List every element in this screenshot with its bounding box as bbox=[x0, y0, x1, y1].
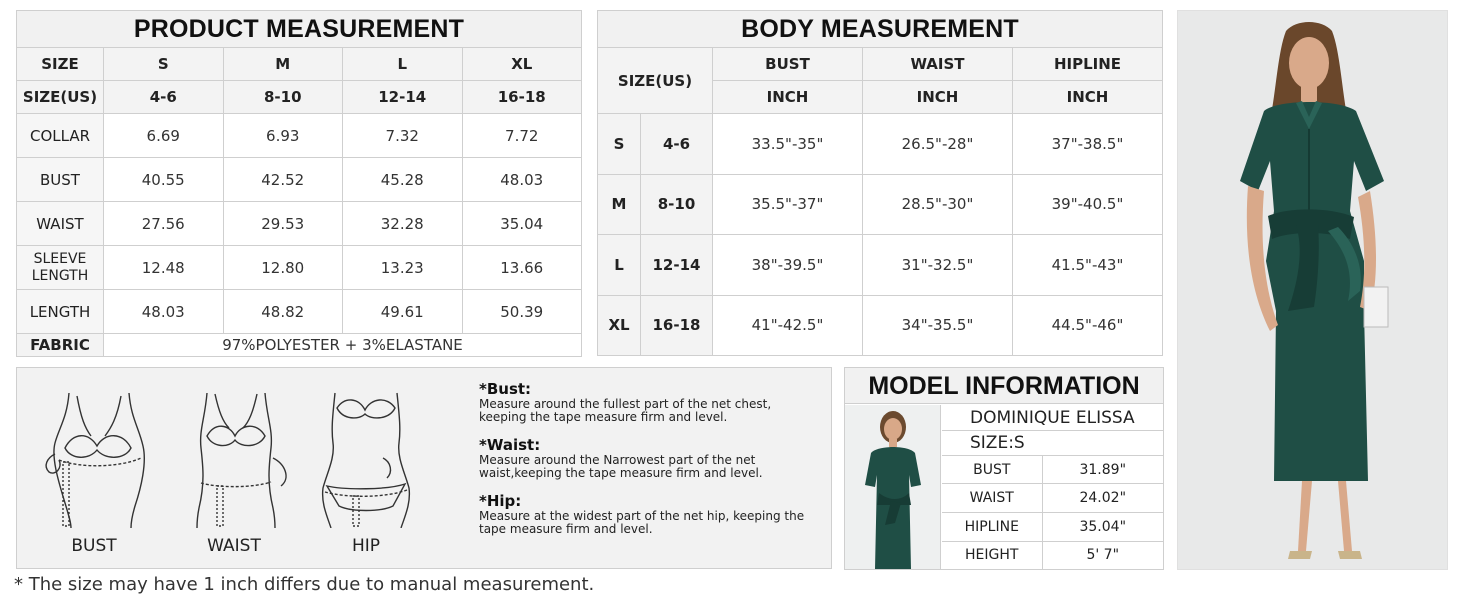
model-information bbox=[844, 367, 1164, 570]
tip-text: Measure at the widest part of the net hip, keeping the tape measure firm and level. bbox=[479, 509, 805, 536]
bust-measure-illustration bbox=[29, 388, 159, 528]
us-size-m: 8-10 bbox=[223, 81, 343, 114]
fabric-value: 97%POLYESTER + 3%ELASTANE bbox=[104, 334, 582, 357]
stat-label: WAIST bbox=[942, 484, 1042, 513]
unit-label: INCH bbox=[713, 81, 863, 114]
hip-label: HIP bbox=[351, 536, 381, 556]
us-size-l: 12-14 bbox=[343, 81, 463, 114]
row-label: WAIST bbox=[17, 202, 104, 246]
waist-label: WAIST bbox=[207, 536, 261, 556]
us-size-label: SIZE(US) bbox=[17, 81, 104, 114]
row-label: BUST bbox=[17, 158, 104, 202]
body-size-us-label: SIZE(US) bbox=[598, 48, 713, 114]
body-header-bust: BUST bbox=[713, 48, 863, 81]
unit-label: INCH bbox=[863, 81, 1013, 114]
body-measurement-table bbox=[597, 10, 1163, 356]
table-row bbox=[942, 512, 1163, 541]
table-cell: 7.32 bbox=[343, 114, 463, 158]
model-stats-table bbox=[942, 456, 1163, 569]
table-row bbox=[942, 484, 1163, 513]
table-cell: 45.28 bbox=[343, 158, 463, 202]
row-label: SLEEVE LENGTH bbox=[17, 246, 104, 290]
table-row bbox=[598, 174, 1163, 235]
size-letter: XL bbox=[598, 295, 641, 356]
tip-waist bbox=[479, 436, 819, 480]
table-cell: 27.56 bbox=[104, 202, 224, 246]
table-cell: 37"-38.5" bbox=[1013, 114, 1163, 175]
bust-label: BUST bbox=[71, 536, 117, 556]
table-cell: 33.5"-35" bbox=[713, 114, 863, 175]
model-thumbnail bbox=[845, 405, 941, 569]
table-cell: 12.48 bbox=[104, 246, 224, 290]
table-cell: 13.66 bbox=[462, 246, 582, 290]
body-header-waist: WAIST bbox=[863, 48, 1013, 81]
tip-title: *Hip: bbox=[479, 492, 522, 510]
unit-label: INCH bbox=[1013, 81, 1163, 114]
table-cell: 42.52 bbox=[223, 158, 343, 202]
size-us: 12-14 bbox=[641, 235, 713, 296]
table-cell: 49.61 bbox=[343, 290, 463, 334]
measuring-guide bbox=[16, 367, 832, 569]
us-size-s: 4-6 bbox=[104, 81, 224, 114]
size-letter: S bbox=[598, 114, 641, 175]
body-header-hipline: HIPLINE bbox=[1013, 48, 1163, 81]
table-row bbox=[17, 246, 582, 290]
product-title: PRODUCT MEASUREMENT bbox=[17, 11, 582, 48]
stat-label: HEIGHT bbox=[942, 541, 1042, 569]
size-us: 4-6 bbox=[641, 114, 713, 175]
product-photo bbox=[1177, 10, 1448, 570]
table-row bbox=[942, 456, 1163, 484]
fabric-label: FABRIC bbox=[17, 334, 104, 357]
table-cell: 32.28 bbox=[343, 202, 463, 246]
table-row bbox=[17, 202, 582, 246]
header-size: SIZE bbox=[17, 48, 104, 81]
table-cell: 50.39 bbox=[462, 290, 582, 334]
table-cell: 44.5"-46" bbox=[1013, 295, 1163, 356]
body-title: BODY MEASUREMENT bbox=[598, 11, 1163, 48]
stat-value: 5' 7" bbox=[1042, 541, 1163, 569]
header-m: M bbox=[223, 48, 343, 81]
tip-title: *Waist: bbox=[479, 436, 541, 454]
table-cell: 35.5"-37" bbox=[713, 174, 863, 235]
size-us: 8-10 bbox=[641, 174, 713, 235]
table-cell: 12.80 bbox=[223, 246, 343, 290]
model-size: SIZE:S bbox=[942, 431, 1163, 456]
header-s: S bbox=[104, 48, 224, 81]
header-xl: XL bbox=[462, 48, 582, 81]
header-l: L bbox=[343, 48, 463, 81]
table-row bbox=[598, 295, 1163, 356]
stat-value: 24.02" bbox=[1042, 484, 1163, 513]
table-cell: 41"-42.5" bbox=[713, 295, 863, 356]
product-measurement-table bbox=[16, 10, 582, 356]
model-title: MODEL INFORMATION bbox=[845, 368, 1163, 404]
us-size-xl: 16-18 bbox=[462, 81, 582, 114]
waist-measure-illustration bbox=[169, 388, 299, 528]
table-cell: 6.93 bbox=[223, 114, 343, 158]
table-cell: 35.04 bbox=[462, 202, 582, 246]
table-cell: 39"-40.5" bbox=[1013, 174, 1163, 235]
tip-bust bbox=[479, 380, 819, 424]
table-row bbox=[17, 158, 582, 202]
tip-text: Measure around the fullest part of the net chest, keeping the tape measure firm and level. bbox=[479, 397, 772, 424]
table-row bbox=[17, 290, 582, 334]
table-row bbox=[598, 114, 1163, 175]
table-cell: 48.82 bbox=[223, 290, 343, 334]
tip-hip bbox=[479, 492, 819, 536]
size-letter: L bbox=[598, 235, 641, 296]
table-cell: 38"-39.5" bbox=[713, 235, 863, 296]
table-cell: 29.53 bbox=[223, 202, 343, 246]
table-cell: 28.5"-30" bbox=[863, 174, 1013, 235]
table-cell: 26.5"-28" bbox=[863, 114, 1013, 175]
footnote: * The size may have 1 inch differs due to manual measurement. bbox=[14, 574, 595, 595]
table-cell: 13.23 bbox=[343, 246, 463, 290]
table-cell: 48.03 bbox=[104, 290, 224, 334]
tip-title: *Bust: bbox=[479, 380, 532, 398]
stat-value: 31.89" bbox=[1042, 456, 1163, 484]
stat-value: 35.04" bbox=[1042, 512, 1163, 541]
size-us: 16-18 bbox=[641, 295, 713, 356]
table-cell: 34"-35.5" bbox=[863, 295, 1013, 356]
hip-measure-illustration bbox=[301, 388, 431, 528]
stat-label: BUST bbox=[942, 456, 1042, 484]
table-cell: 41.5"-43" bbox=[1013, 235, 1163, 296]
table-row bbox=[17, 114, 582, 158]
size-letter: M bbox=[598, 174, 641, 235]
table-cell: 7.72 bbox=[462, 114, 582, 158]
measurement-tips bbox=[479, 380, 819, 548]
table-cell: 6.69 bbox=[104, 114, 224, 158]
stat-label: HIPLINE bbox=[942, 512, 1042, 541]
model-name: DOMINIQUE ELISSA bbox=[942, 405, 1163, 431]
table-row bbox=[942, 541, 1163, 569]
table-row bbox=[598, 235, 1163, 296]
table-cell: 48.03 bbox=[462, 158, 582, 202]
row-label: LENGTH bbox=[17, 290, 104, 334]
table-cell: 31"-32.5" bbox=[863, 235, 1013, 296]
row-label: COLLAR bbox=[17, 114, 104, 158]
table-cell: 40.55 bbox=[104, 158, 224, 202]
tip-text: Measure around the Narrowest part of the net waist,keeping the tape measure firm and level. bbox=[479, 453, 763, 480]
